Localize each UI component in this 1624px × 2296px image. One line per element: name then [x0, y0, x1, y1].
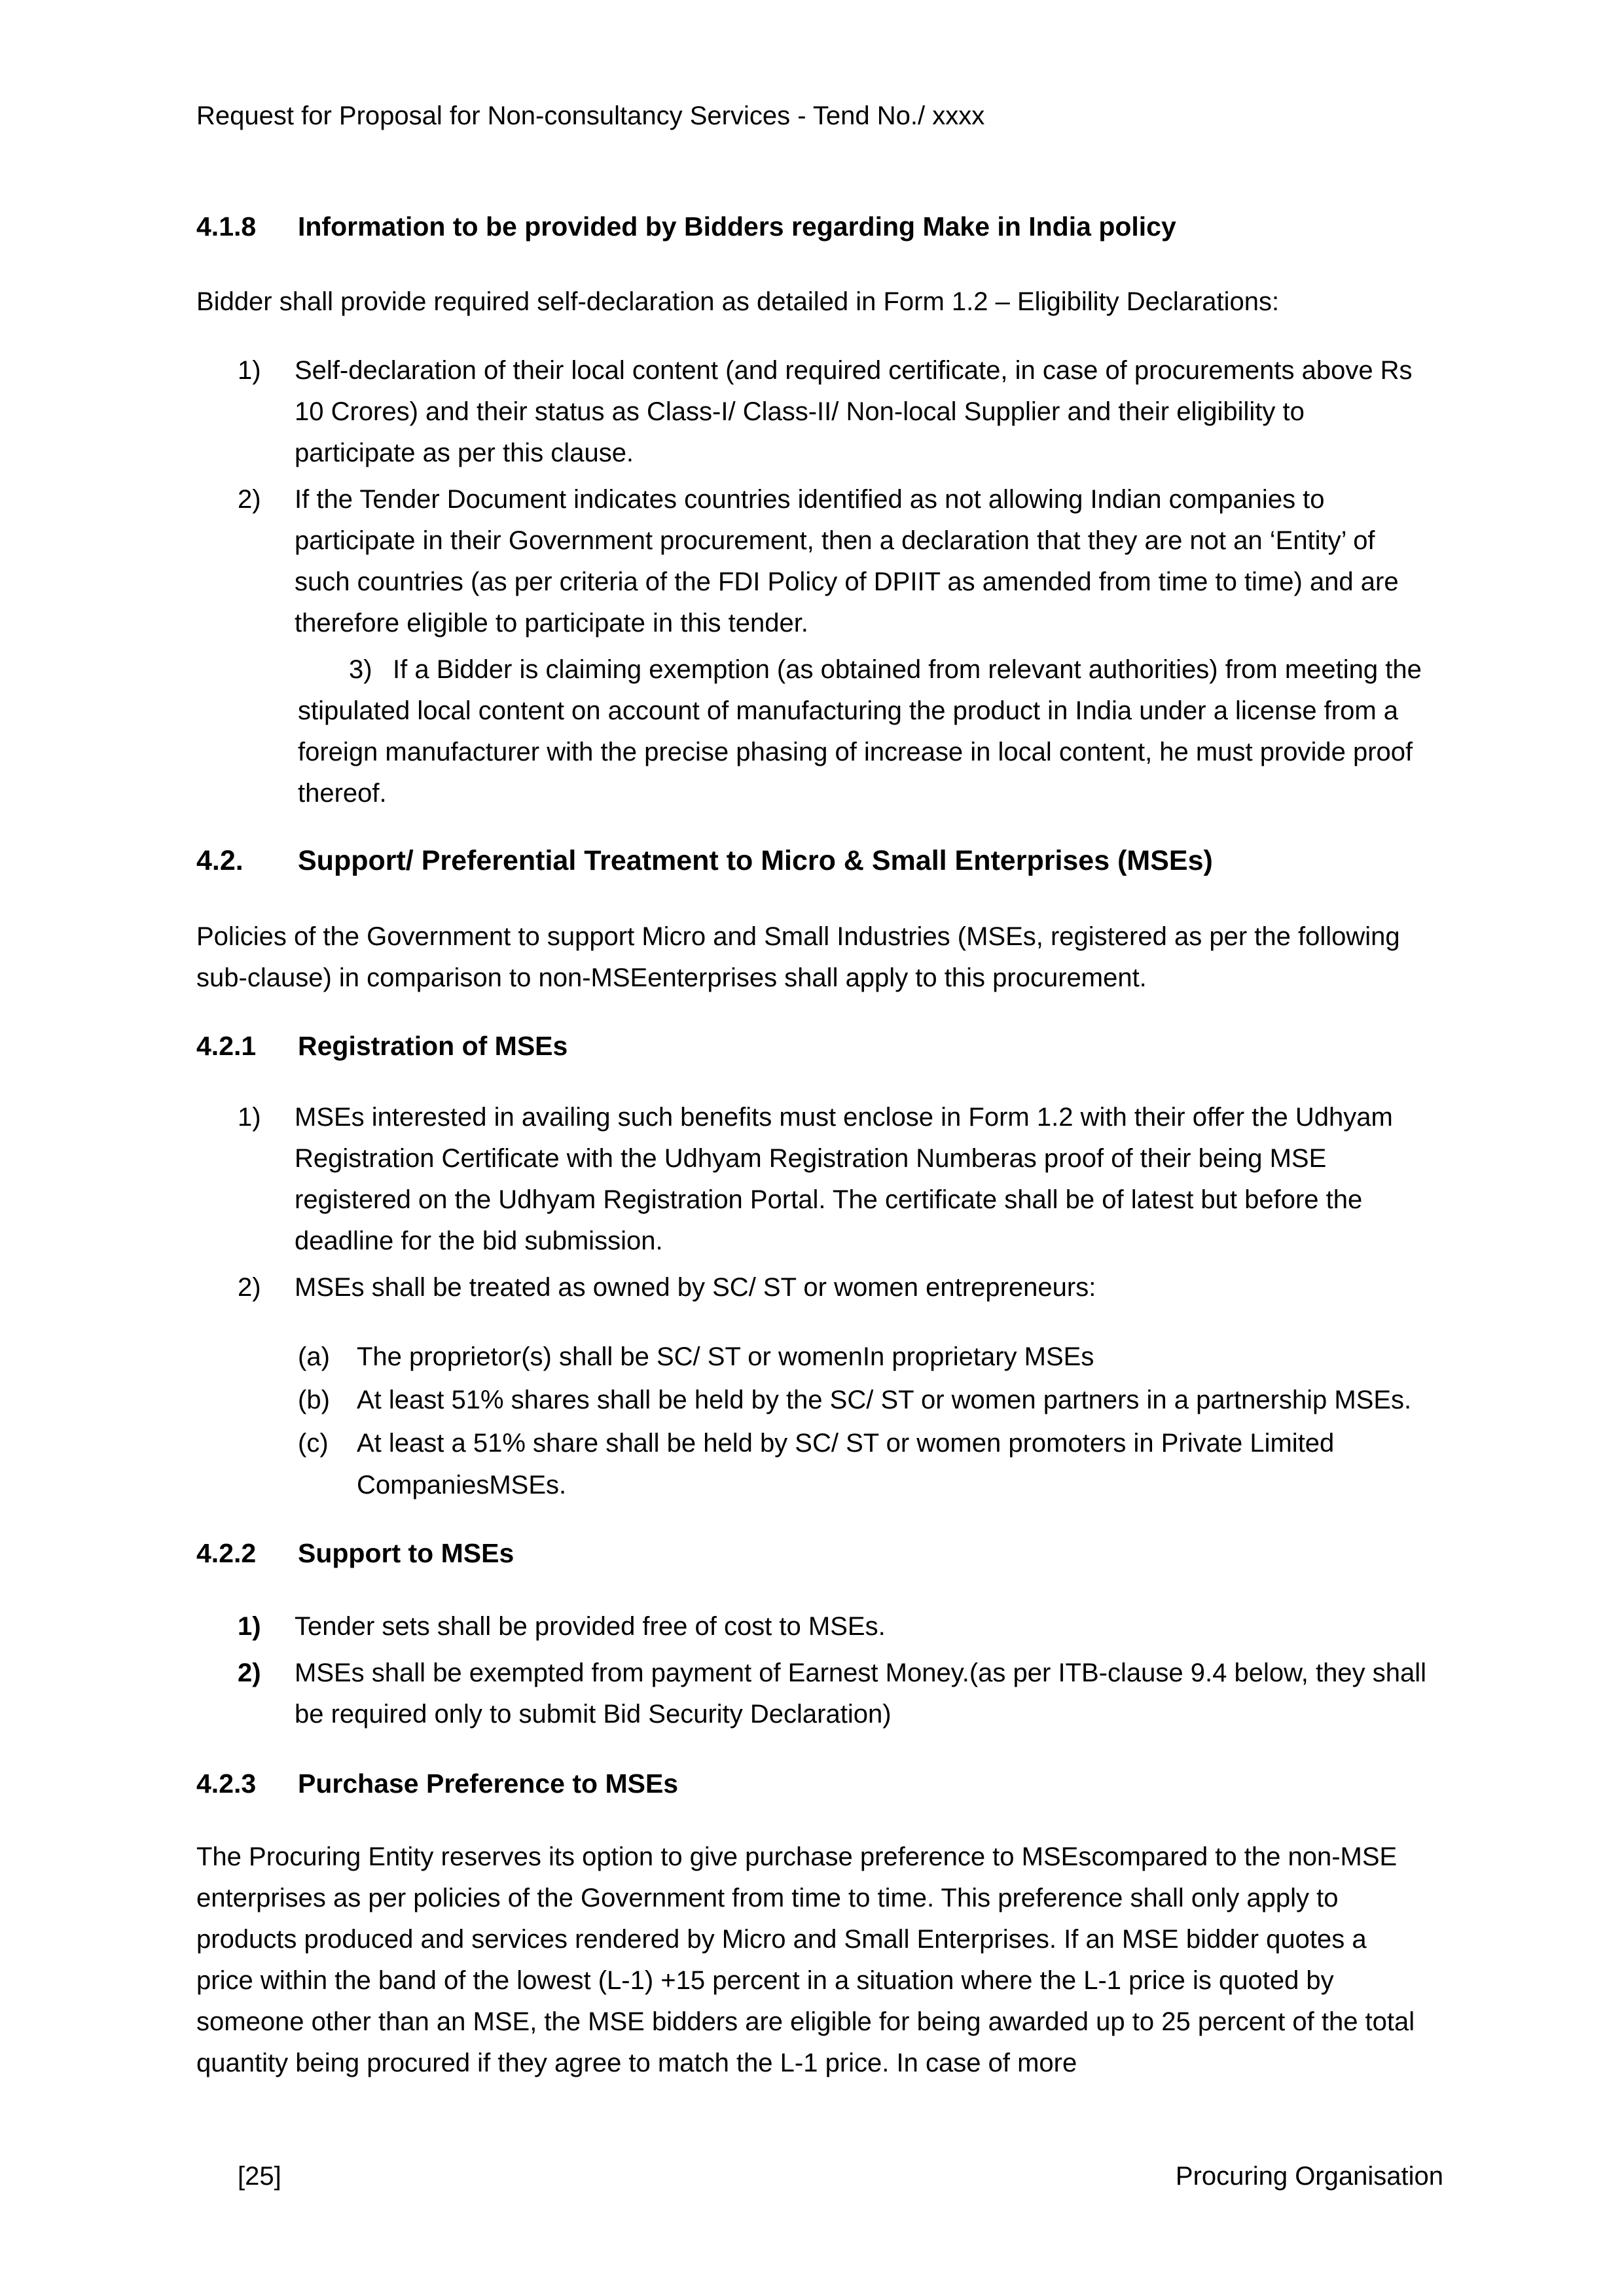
- list-item: [196, 1097, 1430, 1262]
- list-item-text: Self-declaration of their local content (and required certificate, in case of procurements above Rs 10 Crores) and their status as Class-I/ Class-II/ Non-local Supplier and their eligibility to participate as per this clause.: [295, 356, 1413, 467]
- list-item-text: At least a 51% share shall be held by SC/ ST or women promoters in Private Limited CompaniesMSEs.: [357, 1429, 1335, 1499]
- numbered-list: [196, 1606, 1430, 1735]
- list-item-marker: 1): [238, 1612, 261, 1641]
- section-heading-4-1-8: [196, 209, 1430, 243]
- list-item-text: MSEs shall be exempted from payment of Earnest Money.(as per ITB-clause 9.4 below, they shall be required only to submit Bid Security Declaration): [295, 1659, 1426, 1729]
- list-item: [196, 350, 1430, 474]
- list-item-text: If the Tender Document indicates countries identified as not allowing Indian companies to participate in their Government procurement, then a declaration that they are not an ‘Entity’ of such countries (as per criteria of the FDI Policy of DPIIT as amended from time to time) and are therefore eligible to participate in this tender.: [295, 485, 1399, 637]
- list-item: [196, 1422, 1430, 1506]
- list-item-marker: 1): [238, 356, 261, 385]
- list-item: [196, 479, 1430, 644]
- heading-title: Support/ Preferential Treatment to Micro & Small Enterprises (MSEs): [298, 845, 1213, 876]
- list-item-text: MSEs shall be treated as owned by SC/ ST or women entrepreneurs:: [295, 1273, 1096, 1302]
- footer-page-number: [25]: [238, 2162, 281, 2191]
- paragraph: The Procuring Entity reserves its option to give purchase preference to MSEscompared to the non-MSE enterprises as per policies of the Government from time to time. This preference shall only apply to products produced and services rendered by Micro and Small Enterprises. If an MSE bidder quotes a price within the band of the lowest (L-1) +15 percent in a situation where the L-1 price is quoted by someone other than an MSE, the MSE bidders are eligible for being awarded up to 25 percent of the total quantity being procured if they agree to match the L-1 price. In case of more: [196, 1842, 1415, 2077]
- section-heading-4-2-3: [196, 1767, 1430, 1801]
- numbered-list: [196, 1097, 1430, 1506]
- list-item-text: The proprietor(s) shall be SC/ ST or womenIn proprietary MSEs: [357, 1342, 1094, 1371]
- heading-title: Registration of MSEs: [298, 1031, 568, 1061]
- section-heading-4-2-2: [196, 1536, 1430, 1570]
- footer-organisation: Procuring Organisation: [1175, 2162, 1443, 2191]
- list-item: [196, 1379, 1430, 1421]
- list-item-marker: 2): [238, 1659, 261, 1687]
- page-content: [196, 99, 1430, 2084]
- section-heading-4-2: [196, 843, 1430, 878]
- list-item-marker: 2): [238, 1273, 261, 1302]
- heading-number: 4.2.: [196, 845, 244, 876]
- heading-title: Information to be provided by Bidders regarding Make in India policy: [298, 211, 1176, 242]
- list-item: [196, 1653, 1430, 1735]
- list-item: [196, 1606, 1430, 1647]
- list-item-text: Tender sets shall be provided free of cost to MSEs.: [295, 1612, 886, 1641]
- page-header: Request for Proposal for Non-consultancy Services - Tend No./ xxxx: [196, 101, 985, 130]
- list-item-marker: 1): [238, 1103, 261, 1132]
- heading-number: 4.2.3: [196, 1768, 257, 1799]
- list-item: [196, 1336, 1430, 1378]
- heading-title: Support to MSEs: [298, 1538, 514, 1568]
- list-item-text: At least 51% shares shall be held by the SC/ ST or women partners in a partnership MSEs.: [357, 1386, 1412, 1414]
- list-item-marker: 3): [349, 655, 372, 684]
- numbered-list: [196, 350, 1430, 814]
- heading-number: 4.2.1: [196, 1031, 257, 1061]
- list-item-nested: [298, 649, 1430, 814]
- heading-number: 4.1.8: [196, 211, 257, 242]
- list-item: [196, 1267, 1430, 1308]
- list-item-text: If a Bidder is claiming exemption (as obtained from relevant authorities) from meeting the stipulated local content on account of manufacturing the product in India under a license from a foreign manufacturer with the precise phasing of increase in local content, he must provide proof thereof.: [298, 655, 1422, 808]
- list-item-marker: (c): [298, 1429, 329, 1458]
- heading-title: Purchase Preference to MSEs: [298, 1768, 679, 1799]
- heading-number: 4.2.2: [196, 1538, 257, 1568]
- lettered-sublist: [196, 1336, 1430, 1506]
- list-item-text: MSEs interested in availing such benefits must enclose in Form 1.2 with their offer the Udhyam Registration Certificate with the Udhyam Registration Numberas proof of their being MSE registered on the Udhyam Registration Portal. The certificate shall be of latest but before the deadline for the bid submission.: [295, 1103, 1393, 1255]
- list-item-marker: (b): [298, 1386, 330, 1414]
- paragraph: Bidder shall provide required self-declaration as detailed in Form 1.2 – Eligibility Declarations:: [196, 287, 1280, 316]
- list-item-marker: 2): [238, 485, 261, 514]
- section-heading-4-2-1: [196, 1029, 1430, 1063]
- list-item-marker: (a): [298, 1342, 330, 1371]
- paragraph: Policies of the Government to support Micro and Small Industries (MSEs, registered as per the following sub-clause) in comparison to non-MSEenterprises shall apply to this procurement.: [196, 922, 1400, 992]
